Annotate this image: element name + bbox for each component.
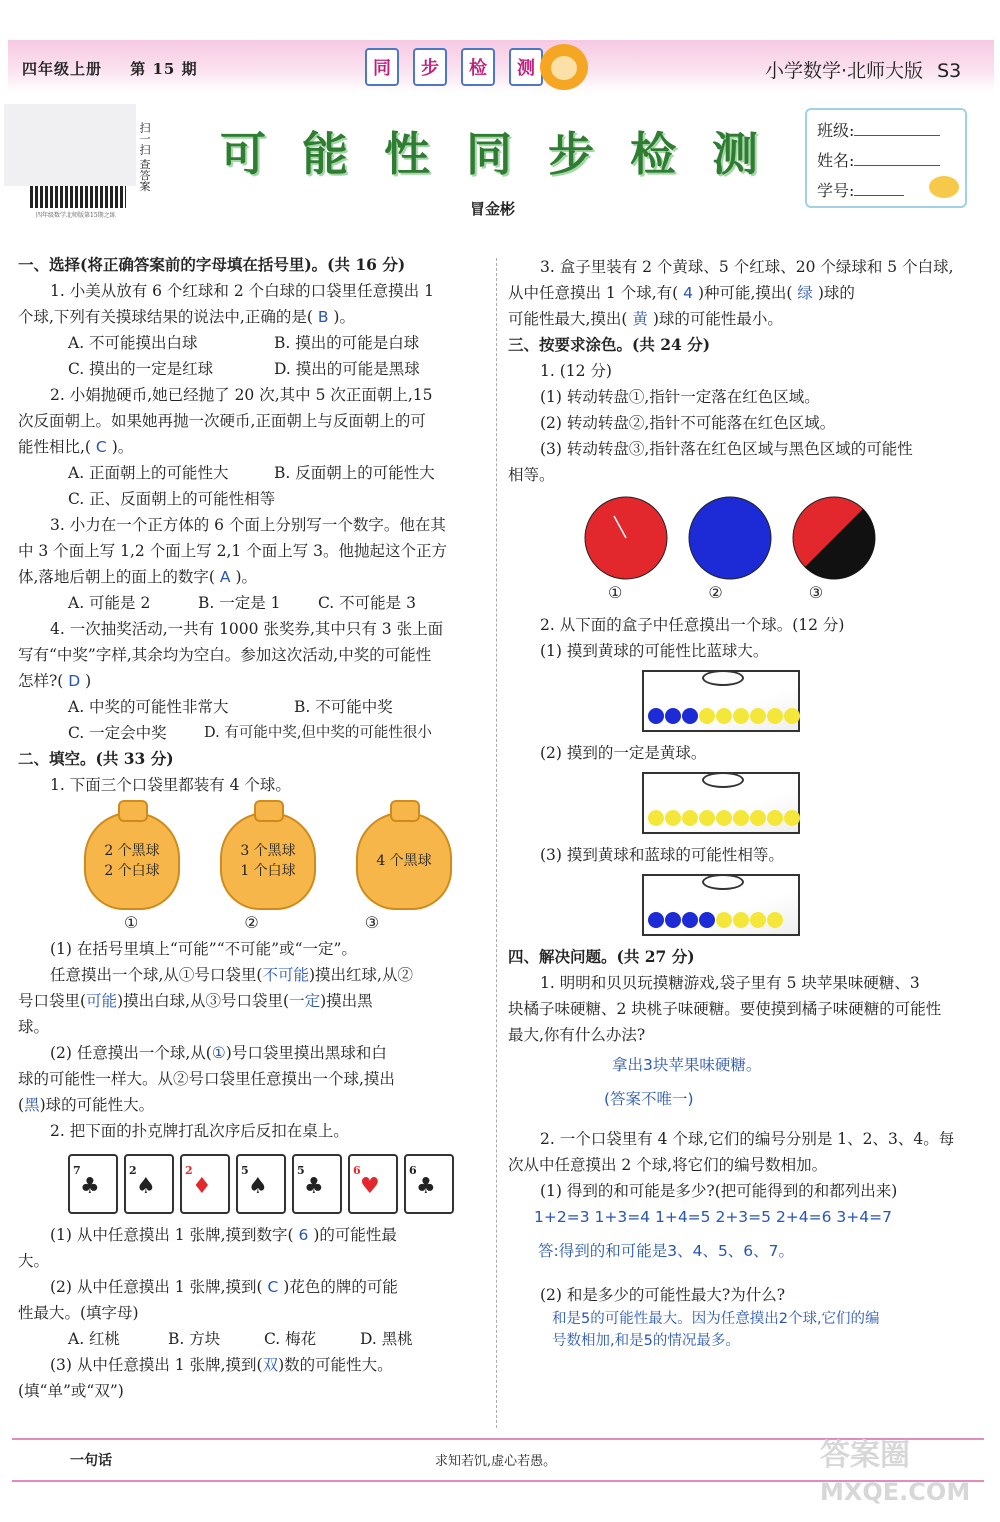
section-4-heading: 四、解决问题。(共 27 分) — [508, 947, 695, 966]
q1-line2: 个球,下列有关摸球结果的说法中,正确的是( B )。 — [18, 308, 355, 326]
fill2-q3-line2: (填“单”或“双”) — [18, 1382, 124, 1400]
q4-options-b: C. 一定会中奖 D. 有可能中奖,但中奖的可能性很小 — [68, 724, 432, 742]
prob2-sums: 1+2=3 1+3=4 1+4=5 2+3=5 2+4=6 3+4=7 — [534, 1208, 892, 1226]
q3-line3: 体,落地后朝上的面上的数字( A )。 — [18, 568, 258, 586]
right-column — [508, 254, 978, 1352]
subject-label: 小学数学·北师大版 — [765, 60, 924, 82]
fill1-q1: (1) 在括号里填上“可能”“不可能”或“一定”。 — [50, 940, 357, 958]
class-field[interactable]: 班级: — [817, 118, 940, 141]
grade-label: 四年级上册 — [22, 60, 103, 78]
spinner-3-red-black — [792, 496, 876, 580]
card-diamond-2: 2 ♦ — [180, 1154, 230, 1214]
badge-3: 检 — [461, 48, 495, 86]
qr-code-icon — [30, 186, 126, 208]
q2-line3: 能性相比,( C )。 — [18, 438, 134, 456]
bag-2: 3 个黑球 1 个白球 — [220, 812, 316, 910]
color2-c: (3) 摸到黄球和蓝球的可能性相等。 — [540, 846, 784, 864]
spinner-numbers: ① ② ③ — [608, 583, 824, 602]
ball-box-2 — [642, 772, 800, 834]
ball-box-3 — [642, 874, 800, 936]
fill3-line1: 3. 盒子里装有 2 个黄球、5 个红球、20 个绿球和 5 个白球, — [540, 258, 954, 276]
q1-options-b: C. 摸出的一定是红球 D. 摸出的可能是黑球 — [68, 360, 420, 378]
prob2-q1: (1) 得到的和可能是多少?(把可能得到的和都列出来) — [540, 1182, 898, 1200]
issue-label: 第 15 期 — [130, 60, 198, 78]
fill1-q2-line1: (2) 任意摸出一个球,从(①)号口袋里摸出黑球和白 — [50, 1044, 387, 1062]
prob2-answer2-line2: 号数相加,和是5的情况最多。 — [552, 1333, 740, 1349]
student-info-box — [805, 108, 967, 208]
ball-box-1 — [642, 670, 800, 732]
watermark-url: MXQE.COM — [820, 1478, 971, 1506]
bag-1: 2 个黑球 2 个白球 — [84, 812, 180, 910]
q4-options-a: A. 中奖的可能性非常大 B. 不可能中奖 — [68, 698, 393, 716]
name-field[interactable]: 姓名: — [817, 148, 940, 171]
q2-line2: 次反面朝上。如果她再抛一次硬币,正面朝上与反面朝上的可 — [18, 412, 426, 430]
prob1-line2: 块橘子味硬糖、2 块桃子味硬糖。要使摸到橘子味硬糖的可能性 — [508, 1000, 942, 1018]
prob1-answer-note: (答案不唯一) — [604, 1090, 694, 1108]
q1-answer: B — [317, 308, 329, 326]
fill1-q2-line3: (黑)球的可能性大。 — [18, 1096, 155, 1114]
color2-a: (1) 摸到黄球的可能性比蓝球大。 — [540, 642, 769, 660]
bag-numbers: ① ② ③ — [124, 913, 380, 932]
section-3-heading: 三、按要求涂色。(共 24 分) — [508, 335, 711, 354]
fill2-q2-options: A. 红桃 B. 方块 C. 梅花 D. 黑桃 — [68, 1330, 413, 1348]
prob2-q2: (2) 和是多少的可能性最大?为什么? — [540, 1286, 786, 1304]
spinner-2-blue — [688, 496, 772, 580]
qr-caption: 四年级数学北师版第15期之练 — [36, 212, 116, 219]
card-club-6: 6 ♣ — [404, 1154, 454, 1214]
q3-line2: 中 3 个面上写 1,2 个面上写 2,1 个面上写 3。他抛起这个正方 — [18, 542, 448, 560]
header-grade-issue — [22, 58, 198, 79]
fill2-intro: 2. 把下面的扑克牌打乱次序后反扣在桌上。 — [50, 1122, 349, 1140]
card-club-5: 5 ♣ — [292, 1154, 342, 1214]
color2-title: 2. 从下面的盒子中任意摸出一个球。(12 分) — [540, 616, 845, 634]
footer-motto: 求知若饥,虚心若愚。 — [435, 1454, 557, 1469]
cartoon-animals-icon — [929, 176, 959, 198]
color1-title: 1. (12 分) — [540, 362, 612, 380]
fill2-q1-line2: 大。 — [18, 1252, 50, 1270]
section-1-heading: 一、选择(将正确答案前的字母填在括号里)。(共 16 分) — [18, 255, 406, 274]
fill3-line2: 从中任意摸出 1 个球,有( 4 )种可能,摸出( 绿 )球的 — [508, 284, 855, 302]
fill1-line1: 任意摸出一个球,从①号口袋里(不可能)摸出红球,从② — [50, 966, 413, 984]
fill2-q2-line2: 性最大。(填字母) — [18, 1304, 139, 1322]
author-name: 冒金彬 — [470, 200, 516, 218]
q4-line2: 写有“中奖”字样,其余均为空白。参加这次活动,中奖的可能性 — [18, 646, 432, 664]
card-spade-5: 5 ♠ — [236, 1154, 286, 1214]
badge-4: 测 — [509, 48, 543, 86]
badge-2: 步 — [413, 48, 447, 86]
card-heart-6: 6 ♥ — [348, 1154, 398, 1214]
prob1-answer: 拿出3块苹果味硬糖。 — [612, 1056, 762, 1074]
scan-hint: 扫一扫 查答案 — [138, 122, 151, 192]
header-subject — [765, 56, 961, 83]
q3-line1: 3. 小力在一个正方体的 6 个面上分别写一个数字。他在其 — [50, 516, 446, 534]
card-club-7: 7 ♣ — [68, 1154, 118, 1214]
fill2-q1-line1: (1) 从中任意摸出 1 张牌,摸到数字( 6 )的可能性最 — [50, 1226, 397, 1244]
page-number: S3 — [937, 60, 962, 82]
fill2-q3-line1: (3) 从中任意摸出 1 张牌,摸到(双)数的可能性大。 — [50, 1356, 393, 1374]
page-title: 可能性同步检测 — [220, 127, 794, 181]
q4-line3: 怎样?( D ) — [18, 672, 92, 690]
fill1-line3: 球。 — [18, 1018, 50, 1036]
q2-answer: C — [95, 438, 107, 456]
q4-line1: 4. 一次抽奖活动,一共有 1000 张奖券,其中只有 3 张上面 — [50, 620, 444, 638]
q1-line1: 1. 小美从放有 6 个红球和 2 个白球的口袋里任意摸出 1 — [50, 282, 434, 300]
fill2-q2-line1: (2) 从中任意摸出 1 张牌,摸到( C )花色的牌的可能 — [50, 1278, 398, 1296]
prob2-line2: 次从中任意摸出 2 个球,将它们的编号数相加。 — [508, 1156, 828, 1174]
fill1-q2-line2: 球的可能性一样大。从②号口袋里任意摸出一个球,摸出 — [18, 1070, 395, 1088]
color1-b: (2) 转动转盘②,指针不可能落在红色区域。 — [540, 414, 836, 432]
footer-label: 一句话 — [70, 1453, 112, 1469]
id-field[interactable]: 学号: — [817, 178, 904, 201]
header-badges — [365, 48, 543, 86]
prob2-line1: 2. 一个口袋里有 4 个球,它们的编号分别是 1、2、3、4。每 — [540, 1130, 955, 1148]
color1-d: 相等。 — [508, 466, 555, 484]
color1-a: (1) 转动转盘①,指针一定落在红色区域。 — [540, 388, 820, 406]
image-placeholder — [4, 104, 136, 186]
prob2-answer2-line1: 和是5的可能性最大。因为任意摸出2个球,它们的编 — [552, 1311, 880, 1327]
fill1-line2: 号口袋里(可能)摸出白球,从③号口袋里(一定)摸出黑 — [18, 992, 373, 1010]
prob1-line1: 1. 明明和贝贝玩摸糖游戏,袋子里有 5 块苹果味硬糖、3 — [540, 974, 920, 992]
q3-answer: A — [219, 568, 231, 586]
q4-answer: D — [68, 672, 81, 690]
column-divider — [496, 258, 497, 1428]
prob1-line3: 最大,你有什么办法? — [508, 1026, 646, 1044]
poker-cards — [18, 1154, 488, 1214]
q2-options-b: C. 正、反面朝上的可能性相等 — [68, 490, 276, 508]
spinners-row — [508, 496, 978, 580]
card-spade-2: 2 ♠ — [124, 1154, 174, 1214]
q2-options-a: A. 正面朝上的可能性大 B. 反面朝上的可能性大 — [68, 464, 435, 482]
bags-row — [18, 802, 488, 910]
left-column — [18, 252, 488, 1404]
prob2-answer1: 答:得到的和可能是3、4、5、6、7。 — [538, 1242, 795, 1260]
color1-c: (3) 转动转盘③,指针落在红色区域与黑色区域的可能性 — [540, 440, 913, 458]
q3-options: A. 可能是 2 B. 一定是 1 C. 不可能是 3 — [68, 594, 416, 612]
spinner-1-red — [584, 496, 668, 580]
badge-1: 同 — [365, 48, 399, 86]
q1-options-a: A. 不可能摸出白球 B. 摸出的可能是白球 — [68, 334, 420, 352]
section-2-heading: 二、填空。(共 33 分) — [18, 749, 174, 768]
bag-3: 4 个黑球 — [356, 812, 452, 910]
fill3-line3: 可能性最大,摸出( 黄 )球的可能性最小。 — [508, 310, 783, 328]
q2-line1: 2. 小娟抛硬币,她已经抛了 20 次,其中 5 次正面朝上,15 — [50, 386, 433, 404]
fill1-intro: 1. 下面三个口袋里都装有 4 个球。 — [50, 776, 291, 794]
color2-b: (2) 摸到的一定是黄球。 — [540, 744, 707, 762]
lion-face-icon — [551, 56, 577, 80]
watermark-logo: 答案圈 — [820, 1438, 910, 1473]
